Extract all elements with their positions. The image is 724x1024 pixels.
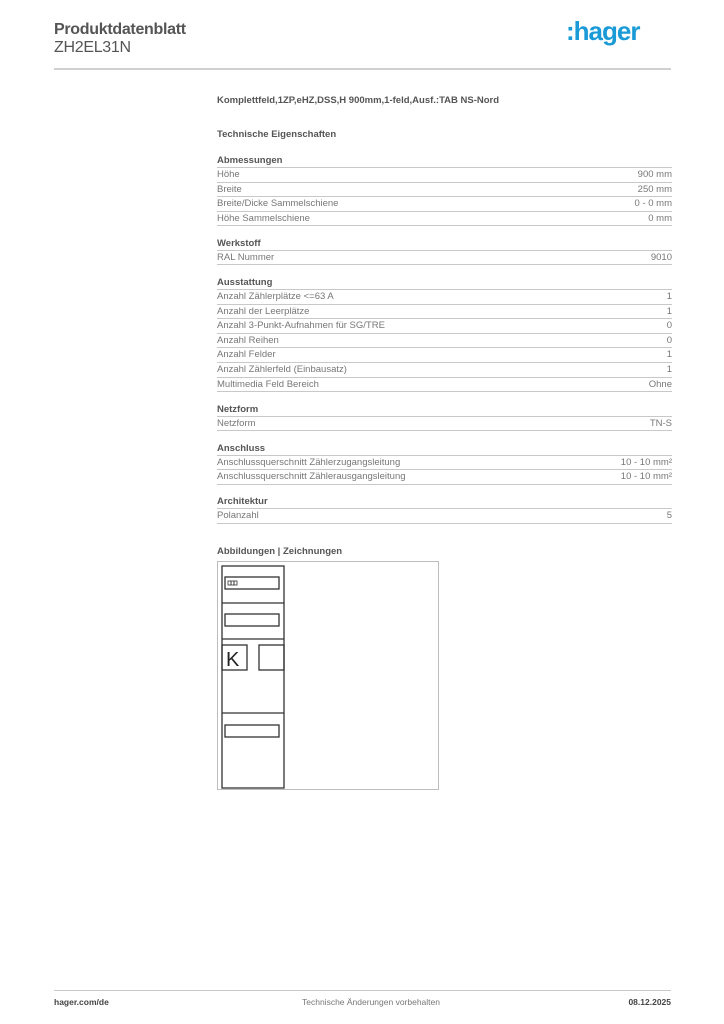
property-row	[217, 417, 672, 432]
property-sections	[217, 154, 672, 524]
section-architektur	[217, 495, 672, 524]
property-row	[217, 470, 672, 485]
property-label: Anschlussquerschnitt Zählerausgangsleitung	[217, 471, 406, 483]
cabinet-drawing	[218, 562, 438, 789]
product-code: ZH2EL31N	[54, 39, 131, 56]
property-value: 10 - 10 mm²	[620, 471, 672, 483]
hager-logo: :hager	[566, 16, 640, 46]
section-abmessungen	[217, 154, 672, 226]
property-row	[217, 363, 672, 378]
property-value: 9010	[650, 251, 672, 263]
technical-drawing	[217, 561, 439, 790]
property-value: 0	[666, 320, 672, 332]
cabinet-outline	[222, 566, 284, 788]
property-value: 0 mm	[648, 212, 672, 224]
property-row	[217, 319, 672, 334]
footer-divider	[54, 990, 671, 991]
empty-slot	[225, 614, 279, 626]
document-title: Produktdatenblatt	[54, 21, 186, 38]
property-row	[217, 197, 672, 212]
property-label: RAL Nummer	[217, 251, 275, 263]
property-row	[217, 334, 672, 349]
section-heading: Anschluss	[217, 442, 672, 456]
property-row	[217, 290, 672, 305]
header-divider	[54, 68, 671, 70]
property-label: Anzahl Zählerfeld (Einbausatz)	[217, 363, 347, 375]
property-row	[217, 509, 672, 524]
property-row	[217, 183, 672, 198]
footer-website[interactable]: hager.com/de	[54, 997, 109, 1007]
property-value: Ohne	[648, 378, 672, 390]
property-row	[217, 212, 672, 227]
product-description: Komplettfeld,1ZP,eHZ,DSS,H 900mm,1-feld,Ausf.:TAB NS-Nord	[217, 95, 500, 106]
section-anschluss	[217, 442, 672, 485]
lower-slot	[225, 725, 279, 737]
empty-box	[259, 645, 284, 670]
meter-slot	[225, 577, 279, 589]
property-label: Multimedia Feld Bereich	[217, 378, 319, 390]
section-heading: Architektur	[217, 495, 672, 509]
property-value: 1	[666, 349, 672, 361]
property-row	[217, 305, 672, 320]
section-heading: Ausstattung	[217, 276, 672, 290]
property-label: Anzahl Reihen	[217, 334, 279, 346]
section-heading: Abmessungen	[217, 154, 672, 168]
property-label: Höhe	[217, 169, 240, 180]
section-werkstoff	[217, 237, 672, 266]
footer-notice: Technische Änderungen vorbehalten	[302, 997, 440, 1007]
images-title: Abbildungen | Zeichnungen	[217, 546, 343, 557]
property-label: Breite	[217, 183, 242, 195]
property-value: 10 - 10 mm²	[620, 456, 672, 468]
property-value: 250 mm	[637, 183, 672, 195]
property-value: 1	[666, 305, 672, 317]
property-label: Netzform	[217, 417, 256, 429]
property-value: 0	[666, 334, 672, 346]
property-value: 5	[666, 510, 672, 522]
property-label: Höhe Sammelschiene	[217, 212, 310, 224]
property-value: 0 - 0 mm	[634, 198, 672, 210]
property-label: Polanzahl	[217, 510, 259, 522]
property-value: TN-S	[649, 417, 672, 429]
property-label: Anzahl Felder	[217, 349, 276, 361]
property-label: Anzahl 3-Punkt-Aufnahmen für SG/TRE	[217, 320, 385, 332]
property-label: Anzahl Zählerplätze <=63 A	[217, 290, 334, 302]
footer-date: 08.12.2025	[628, 997, 671, 1007]
tech-properties-title: Technische Eigenschaften	[217, 129, 337, 140]
k-label: K	[226, 649, 240, 671]
property-row	[217, 348, 672, 363]
property-row	[217, 378, 672, 393]
property-row	[217, 456, 672, 471]
section-heading: Werkstoff	[217, 237, 672, 251]
property-value: 1	[666, 363, 672, 375]
property-label: Anzahl der Leerplätze	[217, 305, 310, 317]
section-ausstattung	[217, 276, 672, 392]
property-label: Anschlussquerschnitt Zählerzugangsleitung	[217, 456, 401, 468]
content	[217, 95, 672, 560]
property-row	[217, 168, 672, 183]
section-heading: Netzform	[217, 403, 672, 417]
section-netzform	[217, 403, 672, 432]
property-row	[217, 251, 672, 266]
property-value: 1	[666, 290, 672, 302]
property-label: Breite/Dicke Sammelschiene	[217, 198, 339, 210]
property-value: 900 mm	[637, 169, 672, 180]
